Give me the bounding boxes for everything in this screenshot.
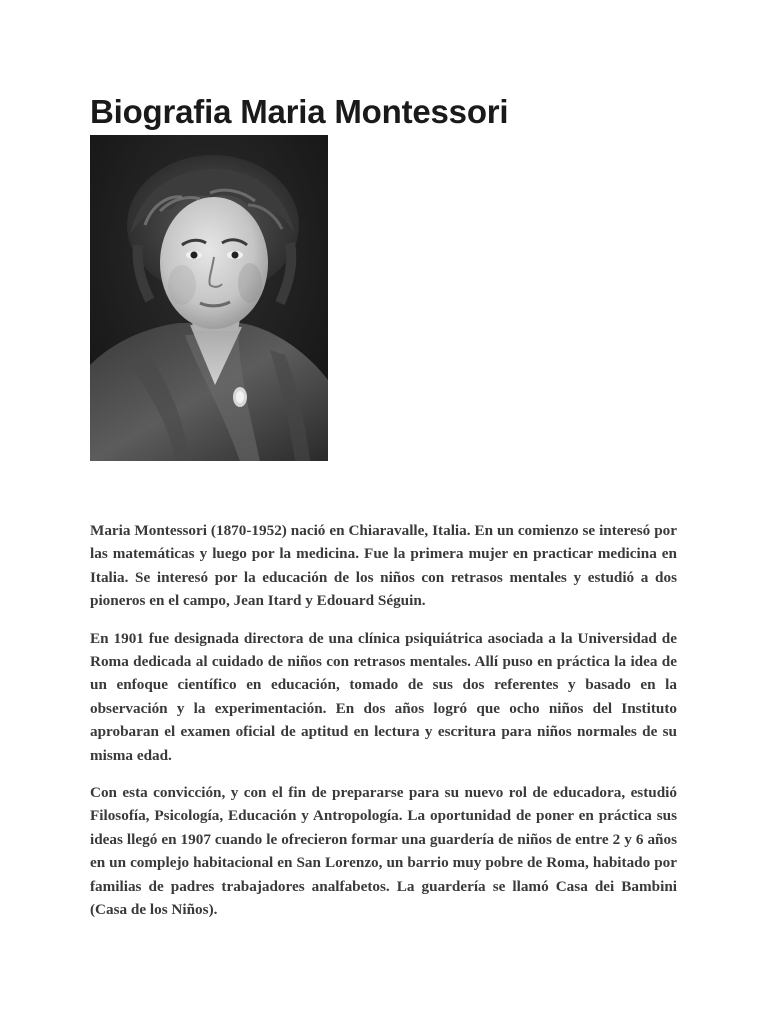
page-title: Biografia Maria Montessori: [90, 93, 509, 130]
paragraph: En 1901 fue designada directora de una clínica psiquiátrica asociada a la Universidad de Roma dedicada al cuidado de niños con retrasos mentales. Allí puso en práctica la idea de un enfoque científico en educación, tomado de sus dos referentes y basado en la observación y la experimentación. En dos años logró que ocho niños del Instituto aprobaran el examen oficial de aptitud en lectura y escritura para niños normales de su misma edad.: [90, 629, 677, 764]
portrait-photo: [90, 135, 328, 461]
biography-text: [90, 519, 677, 936]
portrait-illustration: [90, 135, 328, 461]
paragraph: Maria Montessori (1870-1952) nació en Chiaravalle, Italia. En un comienzo se interesó por las matemáticas y luego por la medicina. Fue la primera mujer en practicar medicina en Italia. Se interesó por la educación de los niños con retrasos mentales y estudió a dos pioneros en el campo, Jean Itard y Edouard Séguin.: [90, 522, 677, 610]
paragraph: Con esta convicción, y con el fin de prepararse para su nuevo rol de educadora, estudió Filosofía, Psicología, Educación y Antropología. La oportunidad de poner en práctica sus ideas llegó en 1907 cuando le ofrecieron formar una guardería de niños de entre 2 y 6 años en un complejo habitacional en San Lorenzo, un barrio muy pobre de Roma, habitado por familias de padres trabajadores analfabetos. La guardería se llamó Casa dei Bambini (Casa de los Niños).: [90, 784, 677, 919]
